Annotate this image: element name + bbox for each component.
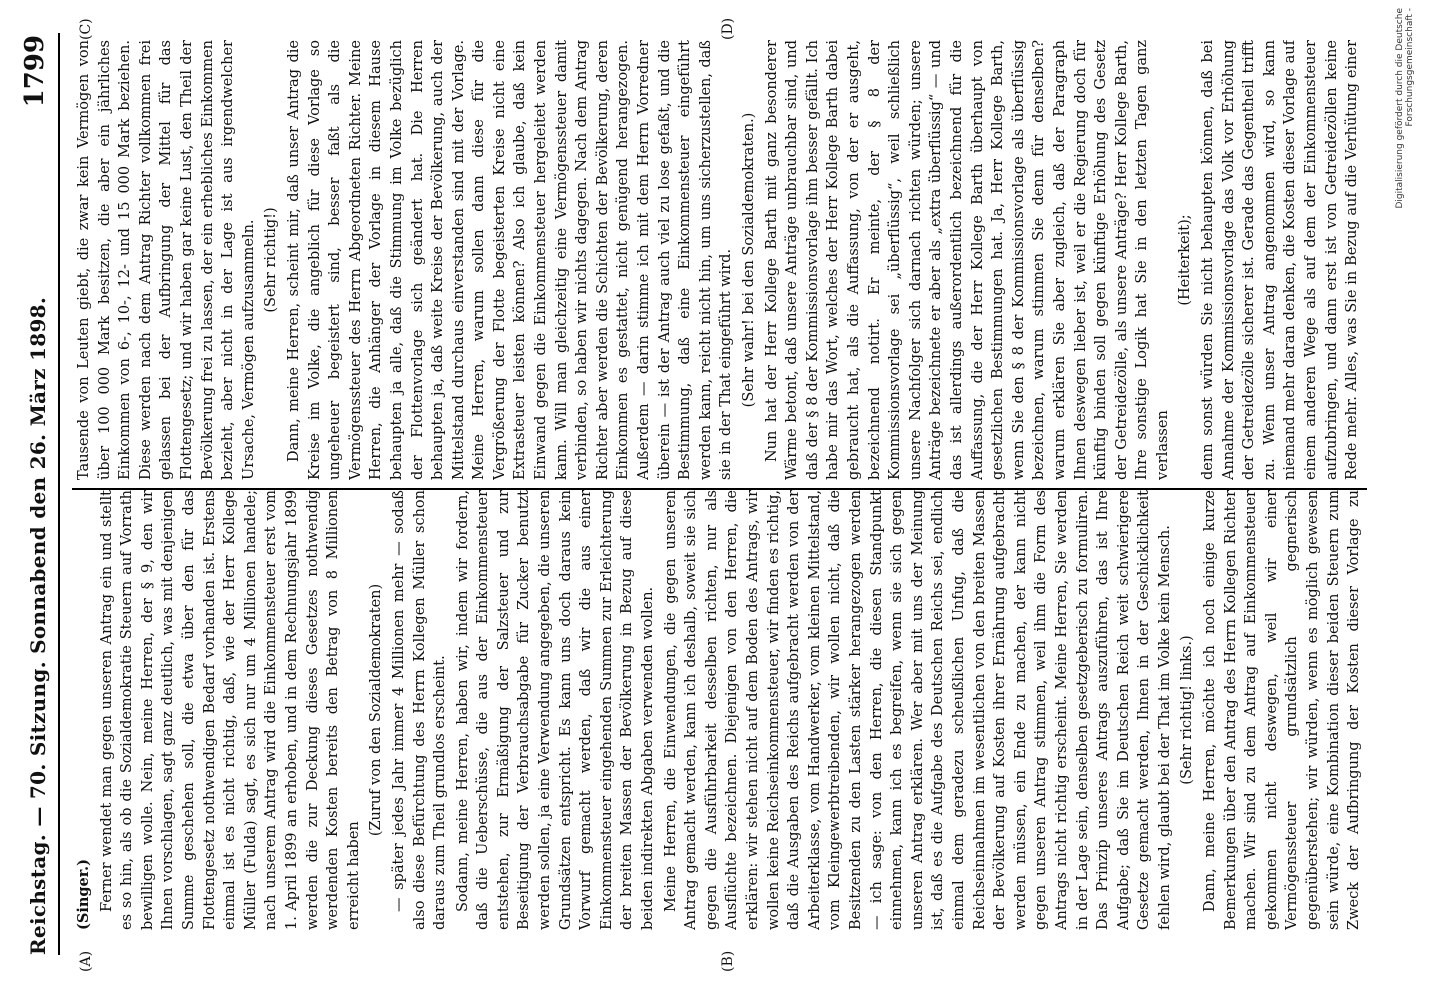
header-title: Reichstag. — 70. Sitzung. Sonnabend den 26. März 1898. <box>26 296 50 955</box>
paragraph: Ferner wendet man gegen unseren Antrag ein und stellt es so hin, als ob die Sozialdemokratie Steuern auf Vorrath bewilligen wolle. Nein, meine Herren, der § 9, den wir Ihnen vorschlagen, sagt ganz deutlich, was mit denjenigen Summe geschehen soll, die etwa über den für das Flottengesetz nothwendigen Bedarf vorhanden ist. Erstens einmal ist es nicht richtig, daß, wie der Herr Kollege Müller (Fulda) sagt, es sich nur um 4 Millionen handele; nach unserem Antrag wird die Einkommensteuer erst vom 1. April 1899 an erhoben, und in dem Rechnungsjahr 1899 werden die zur Deckung dieses Gesetzes nothwendig werdenden Kosten bereits den Betrag von 8 Millionen erreicht haben <box>98 490 362 930</box>
paragraph: (Zuruf von den Sozialdemokraten) <box>368 583 385 837</box>
paragraph: Sodann, meine Herren, haben wir, indem wir fordern, daß die Ueberschüsse, die aus der Einkommensteuer entstehen, zur Ermäßigung der Salzsteuer und zur Beseitigung der Verbrauchsabgabe für Zucker benutzt werden sollen, ja eine Verwendung angegeben, die unseren Grundsätzen entspricht. Es kann uns doch daraus kein Vorwurf gemacht werden, daß wir die aus einer Einkommensteuer eingehenden Summen zur Erleichterung der breiten Massen der Bevölkerung in Bezug auf diese beiden indirekten Abgaben verwenden wollen. <box>454 490 657 930</box>
paragraph: Tausende von Leuten giebt, die zwar kein Vermögen von über 100 000 Mark besitzen, die aber ein jährliches Einkommen von 6-, 10-, 12- und 15 000 Mark beziehen. Diese werden nach dem Antrag Richter vollkommen frei gelassen bei der Aufbringung der Mittel für das Flottengesetz; und wir haben gar keine Lust, den Theil der Bevölkerung frei zu lassen, der ein erhebliches Einkommen bezieht, aber nicht in der Lage ist aus irgendwelcher Ursache, Vermögen aufzusammeln. <box>76 40 257 480</box>
margin-marker-c: (C) <box>78 18 94 40</box>
paragraph: Nun hat der Herr Kollege Barth mit ganz besonderer Wärme betont, daß unsere Anträge unbrauchbar sind, und daß der § 8 der Kommissionsvorlage ihm besser gefällt. Ich habe mir das Wort, welches der Herr Kollege Barth dabei gebraucht hat, als die Auffassung, von der er ausgeht, bezeichnend notirt. Er meinte, der § 8 der Kommissionsvorlage sei „überflüssig“, weil schließlich unsere Nachfolger sich darnach richten würden; unsere Anträge bezeichnete er aber als „extra überflüssig“ — und das ist allerdings außerordentlich bezeichnend für die Auffassung, die der Herr Kollege Barth überhaupt von gesetzlichen Bestimmungen hat. Ja, Herr Kollege Barth, wenn Sie den § 8 der Kommissionsvorlage als überflüssig bezeichnen, warum stimmen Sie denn für denselben? warum erklären Sie aber zugleich, daß der Paragraph Ihnen deswegen lieber ist, weil er die Regierung doch für künftig binden soll gegen künftige Erhöhung des Gesetz der Getreidezölle, als unsere Anträge? Herr Kollege Barth, Ihre sonstige Logik hat Sie in den letzten Tagen ganz verlassen <box>763 40 1171 480</box>
right-text-column <box>74 40 1364 480</box>
paragraph: (Heiterkeit); <box>1177 214 1194 306</box>
margin-marker-b: (B) <box>720 950 736 972</box>
paragraph: Meine Herren, die Einwendungen, die gegen unseren Antrag gemacht werden, kann ich deshalb, soweit sie sich gegen die Ausführbarkeit desselben richten, nur als Ausflüchte bezeichnen. Diejenigen von den Herren, die erklären: wir stehen nicht auf dem Boden des Antrags, wir wollen keine Reichseinkommensteuer, wir finden es richtig, daß die Ausgaben des Reichs aufgebracht werden von der Arbeiterklasse, vom Handwerker, vom kleinen Mittelstand, vom Kleingewerbtreibenden, wir wollen nicht, daß die Besitzenden zu den Lasten stärker herangezogen werden — ich sage: von den Herren, die diesen Standpunkt einnehmen, kann ich es begreifen, wenn sie sich gegen unseren Antrag erklären. Wer aber mit uns der Meinung ist, daß es die Aufgabe des Deutschen Reichs sei, endlich einmal dem geradezu scheußlichen Unfug, daß die Reichseinnahmen im wesentlichen von den breiten Massen der Bevölkerung auf Kosten ihrer Ernährung aufgebracht werden müssen, ein Ende zu machen, der kann nicht gegen unseren Antrag stimmen, weil ihm die Form des Antrags nicht richtig erscheint. Meine Herren, Sie werden in der Lage sein, denselben gesetzgeberisch zu formuliren. Das Prinzip unseres Antrags auszuführen, das ist Ihre Aufgabe; daß Sie im Deutschen Reich weit schwierigere Gesetze gemacht werden, Ihnen in der Geschicklichkeit fehlen wird, glaubt bei der That im Volke kein Mensch. <box>662 490 1173 930</box>
paragraph: denn sonst würden Sie nicht behaupten können, daß bei Annahme der Kommissionsvorlage das Volk vor Erhöhung der Getreidezölle sicherer ist. Gerade das Gegentheil trifft zu. Wenn unser Antrag angenommen wird, so kann niemand mehr daran denken, die Kosten dieser Vorlage auf einem anderen Wege als auf dem der Einkommensteuer aufzubringen, und dann erst ist von Getreidezöllen keine Rede mehr. Alles, was Sie in Bezug auf die Verhütung einer <box>1200 40 1361 480</box>
paragraph: Dann, meine Herren, möchte ich noch einige kurze Bemerkungen über den Antrag des Herrn Kollegen Richter machen. Wir sind zu dem Antrag auf Einkommensteuer gekommen nicht deswegen, weil wir einer Vermögenssteuer grundsätzlich gegnerisch gegenüberstehen; wir würden, wenn es möglich gewesen sein würde, eine Kombination dieser beiden Steuern zum Zweck der Aufbringung der Kosten dieser Vorlage zu <box>1202 490 1363 930</box>
left-text-column <box>74 490 1364 930</box>
page-number: 1799 <box>20 35 50 108</box>
digitization-note: Digitalisierung gefördert durch die Deutsche Forschungsgemeinschaft - <box>1395 8 1415 209</box>
paragraph: (Singer.) <box>75 859 92 930</box>
margin-marker-a: (A) <box>78 950 94 972</box>
page-header <box>18 35 58 955</box>
header-rule <box>58 33 60 955</box>
paragraph: (Sehr richtig!) <box>263 207 280 313</box>
paragraph: (Sehr wahr! bei den Sozialdemokraten.) <box>741 112 757 408</box>
paragraph: — später jedes Jahr immer 4 Millionen mehr — sodaß also diese Befürchtung des Herrn Kollegen Müller schon daraus zum Theil grundlos erscheint. <box>390 490 449 930</box>
paragraph: Dann, meine Herren, scheint mir, daß unser Antrag die Kreise im Volke, die angeblich für diese Vorlage so ungeheuer begeistert sind, besser faßt als die Vermögenssteuer des Herrn Abgeordneten Richter. Meine Herren, die Anhänger der Vorlage in diesem Hause behaupten ja alle, daß die Stimmung im Volke bezüglich der Flottenvorlage sich geändert hat. Die Herren behaupten ja, daß weite Kreise der Bevölkerung, auch der Mittelstand durchaus einverstanden sind mit der Vorlage. Meine Herren, warum sollen dann diese für die Vergrößerung der Flotte begeisterten Kreise nicht eine Extrasteuer leisten können? Also ich glaube, daß kein Einwand gegen die Einkommensteuer hergeleitet werden kann. Will man gleichzeitig eine Vermögenssteuer damit verbinden, so haben wir nichts dagegen. Nach dem Antrag Richter aber werden die Schichten der Bevölkerung, deren Einkommen es gestattet, nicht genügend herangezogen. Außerdem — darin stimme ich mit dem Herrn Vorredner überein — ist der Antrag auch viel zu lose gefaßt, und die Bestimmung, daß eine Einkommensteuer eingeführt werden kann, reicht nicht hin, um uns sicherzustellen, daß sie in der That eingeführt wird. <box>285 40 735 480</box>
column-divider <box>72 488 1367 490</box>
margin-marker-d: (D) <box>720 17 736 40</box>
paragraph: (Sehr richtig! links.) <box>1179 635 1196 785</box>
